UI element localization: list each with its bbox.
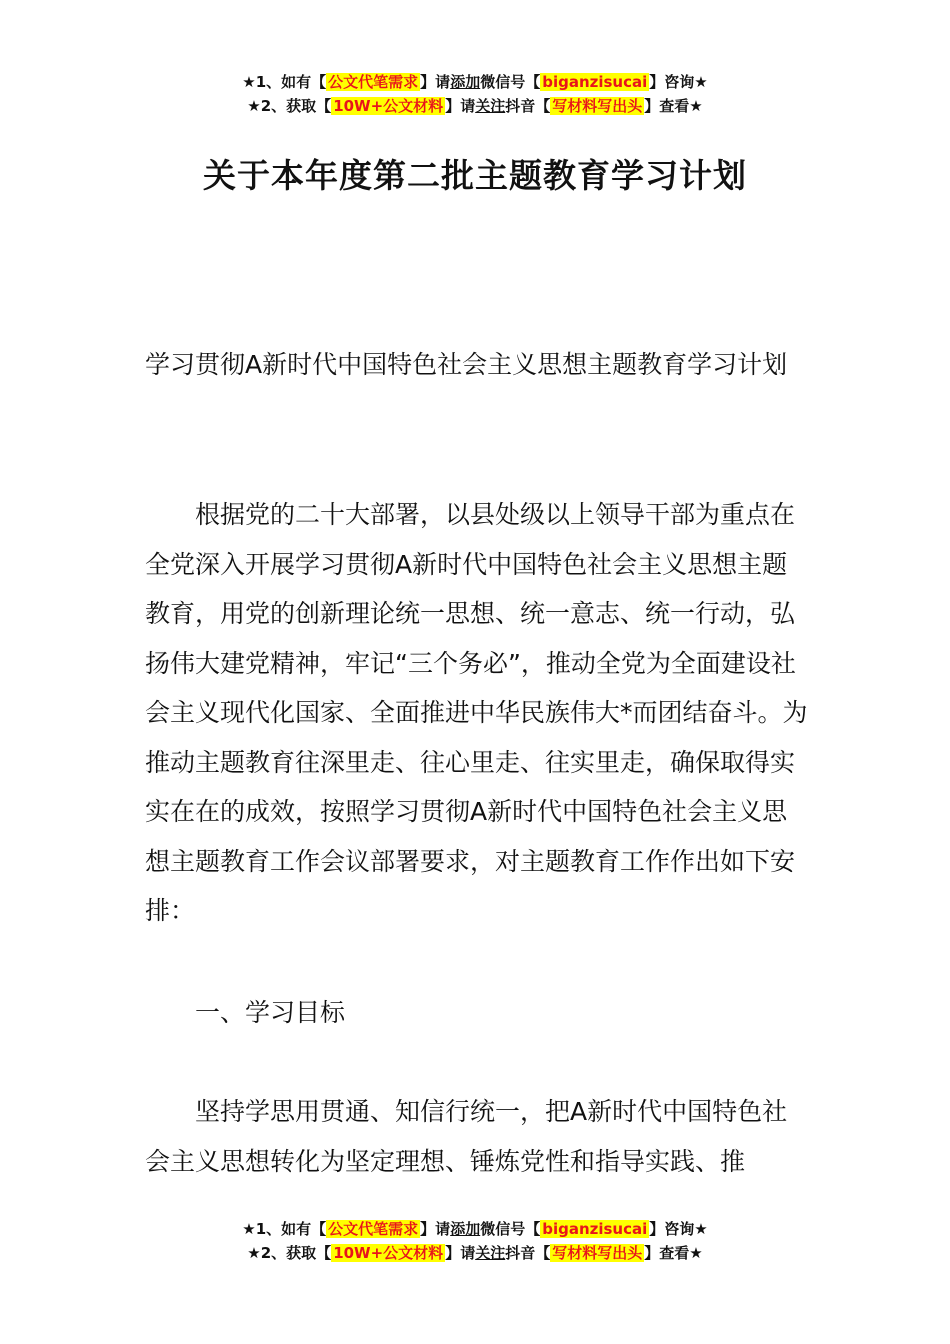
promo-line-1: ★1、如有【 公文代笔需求 】请添加微信号【 biganzisucai 】咨询★ <box>242 1220 708 1238</box>
promo-highlight: biganzisucai <box>542 73 648 91</box>
promo-highlight: biganzisucai <box>542 1220 648 1238</box>
promo-highlight: 公文代笔需求 <box>328 73 419 91</box>
document-subtitle: 学习贯彻A新时代中国特色社会主义思想主题教育学习计划 <box>145 350 788 379</box>
promo-line-2: ★2、获取【 10W+公文材料 】请关注抖音【 写材料写出头 】查看★ <box>247 1244 703 1262</box>
promo-highlight: 写材料写出头 <box>552 97 643 115</box>
promo-line-1: ★1、如有【 公文代笔需求 】请添加微信号【 biganzisucai 】咨询★ <box>242 73 708 91</box>
paragraph-intro: 根据党的二十大部署，以县处级以上领导干部为重点在全党深入开展学习贯彻A新时代中国特色社会主义思想主题教育，用党的创新理论统一思想、统一意志、统一行动，弘扬伟大建党精神，牢记“三个务必”，推动全党为全面建设社会主义现代化国家、全面推进中华民族伟大*而团结奋斗。为推动主题教育往深里走、往心里走、往实里走，确保取得实实在在的成效，按照学习贯彻A新时代中国特色社会主义思想主题教育工作会议部署要求，对主题教育工作作出如下安排： <box>145 500 808 925</box>
promo-line-2: ★2、获取【 10W+公文材料 】请关注抖音【 写材料写出头 】查看★ <box>247 97 703 115</box>
section-heading: 一、学习目标 <box>195 998 346 1027</box>
promo-highlight: 10W+公文材料 <box>333 1244 444 1262</box>
paragraph-goals: 坚持学思用贯通、知信行统一，把A新时代中国特色社会主义思想转化为坚定理想、锤炼党性和指导实践、推 <box>145 1097 788 1176</box>
promo-highlight: 写材料写出头 <box>552 1244 643 1262</box>
promo-highlight: 公文代笔需求 <box>328 1220 419 1238</box>
header-promo-banner <box>0 70 950 118</box>
footer-promo-banner <box>0 1217 950 1265</box>
document-title: 关于本年度第二批主题教育学习计划 <box>203 156 747 195</box>
promo-highlight: 10W+公文材料 <box>333 97 444 115</box>
